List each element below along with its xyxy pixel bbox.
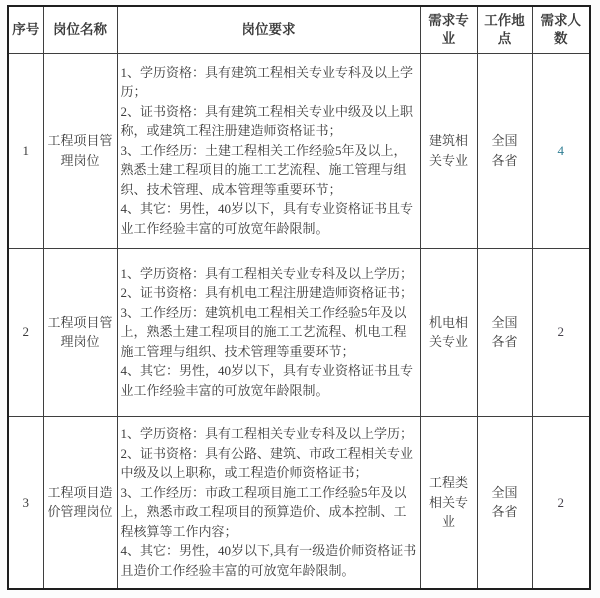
requirement-line: 3、工作经历：土建工程相关工作经验5年及以上，熟悉土建工程项目的施工工艺流程、施工管理与组织、技术管理、成本管理等重要环节； bbox=[120, 142, 407, 197]
cell-location: 全国各省 bbox=[477, 248, 532, 416]
col-header-no: 序号 bbox=[8, 6, 43, 53]
cell-count: 4 bbox=[532, 53, 590, 248]
col-header-position-name: 岗位名称 bbox=[43, 6, 117, 53]
cell-major: 机电相关专业 bbox=[420, 248, 477, 416]
cell-requirements bbox=[117, 53, 420, 248]
requirement-line: 1、学历资格：具有工程相关专业专科及以上学历； bbox=[120, 426, 414, 442]
job-postings-table bbox=[7, 5, 591, 590]
table-header-row bbox=[8, 6, 590, 53]
table-row bbox=[8, 248, 590, 416]
requirement-line: 1、学历资格：具有建筑工程相关专业专科及以上学历； bbox=[120, 64, 414, 100]
requirement-line: 4、其它：男性，40岁以下，具有专业资格证书且专业工作经验丰富的可放宽年龄限制。 bbox=[120, 363, 414, 398]
requirement-line: 4、其它：男性，40岁以下,具有一级造价师资格证书且造价工作经验丰富的可放宽年龄限制。 bbox=[120, 543, 417, 578]
col-header-count: 需求人数 bbox=[532, 6, 590, 53]
requirement-line: 3、工作经历：市政工程项目施工工作经验5年及以上，熟悉市政工程项目的预算造价、成本控制、工程核算等工作内容； bbox=[120, 484, 407, 539]
requirement-line: 1、学历资格：具有工程相关专业专科及以上学历； bbox=[120, 265, 414, 281]
cell-count: 2 bbox=[532, 248, 590, 416]
cell-location: 全国各省 bbox=[477, 53, 532, 248]
cell-requirements bbox=[117, 416, 420, 589]
cell-position-name: 工程项目造价管理岗位 bbox=[43, 416, 117, 589]
requirement-line: 3、工作经历：建筑机电工程相关工作经验5年及以上，熟悉土建工程项目的施工工艺流程、机电工程施工管理与组织、技术管理等重要环节； bbox=[120, 304, 407, 359]
col-header-major: 需求专业 bbox=[420, 6, 477, 53]
table-row bbox=[8, 53, 590, 248]
col-header-requirements: 岗位要求 bbox=[117, 6, 420, 53]
cell-no: 3 bbox=[8, 416, 43, 589]
cell-no: 1 bbox=[8, 53, 43, 248]
col-header-location: 工作地点 bbox=[477, 6, 532, 53]
requirement-line: 4、其它：男性，40岁以下，具有专业资格证书且专业工作经验丰富的可放宽年龄限制。 bbox=[120, 201, 414, 236]
table-row bbox=[8, 416, 590, 589]
cell-position-name: 工程项目管理岗位 bbox=[43, 248, 117, 416]
cell-major: 建筑相关专业 bbox=[420, 53, 477, 248]
requirement-line: 2、证书资格：具有建筑工程相关专业中级及以上职称，或建筑工程注册建造师资格证书； bbox=[120, 103, 414, 139]
cell-no: 2 bbox=[8, 248, 43, 416]
cell-requirements bbox=[117, 248, 420, 416]
cell-position-name: 工程项目管理岗位 bbox=[43, 53, 117, 248]
cell-location: 全国各省 bbox=[477, 416, 532, 589]
cell-major: 工程类相关专业 bbox=[420, 416, 477, 589]
requirement-line: 2、证书资格：具有公路、建筑、市政工程相关专业中级及以上职称，或工程造价师资格证书； bbox=[120, 445, 414, 481]
cell-count: 2 bbox=[532, 416, 590, 589]
requirement-line: 2、证书资格：具有机电工程注册建造师资格证书； bbox=[120, 285, 414, 301]
